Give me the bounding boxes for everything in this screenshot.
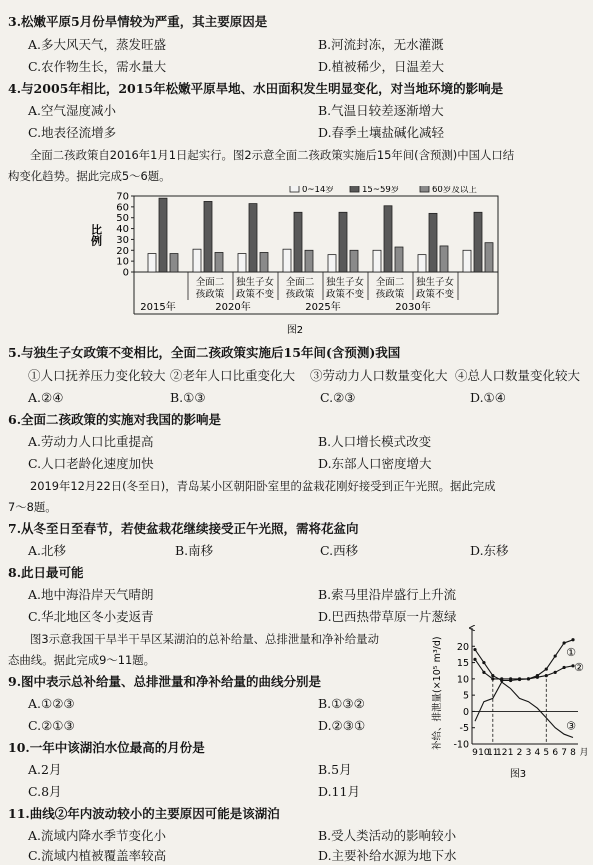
- fig3-curve-label: ②: [574, 661, 584, 675]
- q5-option-c[interactable]: C.②③: [320, 390, 356, 405]
- fig3-series-3: [475, 682, 573, 737]
- q4-option-b[interactable]: B.气温日较差逐渐增大: [318, 103, 444, 118]
- bar: [463, 250, 471, 272]
- fig3-point: [545, 674, 548, 677]
- group-label: 孩政策: [285, 289, 315, 300]
- bar: [283, 249, 291, 272]
- fig3-point: [473, 658, 476, 661]
- y-tick-label: 60: [116, 202, 129, 214]
- group-label: 政策不变: [415, 289, 455, 300]
- q10-stem: 10.一年中该湖泊水位最高的月份是: [8, 740, 205, 755]
- year-label: 2020年: [215, 302, 251, 313]
- lake-balance-chart: [428, 622, 590, 780]
- q4-stem: 4.与2005年相比，2015年松嫩平原旱地、水田面积发生明显变化，对当地环境的影响是: [8, 81, 504, 96]
- bar: [238, 254, 246, 272]
- legend-label: 0~14岁: [302, 186, 334, 195]
- q10-option-b[interactable]: B.5月: [318, 762, 352, 777]
- legend-swatch: [420, 186, 429, 192]
- year-label: 2030年: [395, 302, 431, 313]
- fig3-x-tick-label: 4: [534, 748, 541, 758]
- fig3-curve-label: ③: [566, 719, 576, 733]
- fig3-point: [518, 678, 521, 681]
- q11-option-c[interactable]: C.流域内植被覆盖率较高: [28, 848, 167, 863]
- fig3-point: [571, 638, 574, 641]
- q5-statement-1: ①人口抚养压力变化较大: [28, 368, 166, 383]
- fig3-point: [554, 671, 557, 674]
- fig3-point: [545, 667, 548, 670]
- fig3-x-tick-label: 7: [561, 748, 567, 758]
- legend-label: 60岁及以上: [432, 186, 477, 195]
- fig3-curve-label: ①: [566, 646, 576, 660]
- chart-ylabel: 比例: [90, 224, 103, 246]
- intro-7-8-line2: 7～8题。: [8, 500, 57, 514]
- q6-option-c[interactable]: C.人口老龄化速度加快: [28, 456, 154, 471]
- q8-stem: 8.此日最可能: [8, 565, 84, 580]
- fig3-point: [482, 671, 485, 674]
- fig3-y-tick-label: -10: [453, 739, 469, 751]
- q9-option-b[interactable]: B.①③②: [318, 696, 365, 711]
- legend-swatch: [290, 186, 299, 192]
- fig3-x-tick-label: 12: [496, 748, 508, 758]
- fig3-point: [473, 648, 476, 651]
- q3-option-d[interactable]: D.植被稀少，日温差大: [318, 59, 445, 74]
- q9-option-d[interactable]: D.②③①: [318, 718, 366, 733]
- intro-9-11-line1: 图3示意我国干旱半干旱区某湖泊的总补给量、总排泄量和净补给量动: [30, 632, 379, 646]
- fig3-x-tick-label: 8: [570, 748, 576, 758]
- bar: [294, 212, 302, 272]
- q7-option-c[interactable]: C.西移: [320, 543, 359, 558]
- bar: [215, 252, 223, 272]
- q4-option-d[interactable]: D.春季土壤盐碱化减轻: [318, 125, 445, 140]
- fig3-point: [500, 679, 503, 682]
- bar: [249, 204, 257, 272]
- q9-option-c[interactable]: C.②①③: [28, 718, 75, 733]
- q5-option-b[interactable]: B.①③: [170, 390, 206, 405]
- year-label: 2025年: [305, 302, 341, 313]
- fig3-point: [554, 654, 557, 657]
- fig3-x-tick-label: 月: [579, 748, 589, 758]
- q9-option-a[interactable]: A.①②③: [28, 696, 75, 711]
- q6-option-d[interactable]: D.东部人口密度增大: [318, 456, 432, 471]
- fig3-x-tick-label: 9: [472, 748, 478, 758]
- y-tick-label: 50: [116, 213, 129, 225]
- q11-option-b[interactable]: B.受人类活动的影响较小: [318, 828, 457, 843]
- fig3-series-2: [475, 650, 573, 681]
- fig3-x-tick-label: 3: [525, 748, 532, 758]
- q4-option-a[interactable]: A.空气湿度减小: [28, 103, 117, 118]
- bar: [305, 250, 313, 272]
- fig3-caption: 图3: [509, 769, 527, 780]
- q7-stem: 7.从冬至日至春节，若使盆栽花继续接受正午光照，需将花盆向: [8, 521, 359, 536]
- group-label: 独生子女: [235, 277, 275, 288]
- q9-stem: 9.图中表示总补给量、总排泄量和净补给量的曲线分别是: [8, 674, 322, 689]
- fig3-x-tick-label: 2: [516, 748, 523, 758]
- fig3-point: [536, 676, 539, 679]
- q10-option-a[interactable]: A.2月: [28, 762, 62, 777]
- bar: [440, 246, 448, 272]
- bar: [193, 249, 201, 272]
- q5-statement-2: ②老年人口比重变化大: [170, 368, 296, 383]
- fig3-x-tick-label: 6: [552, 748, 559, 758]
- bar: [373, 250, 381, 272]
- fig3-point: [482, 661, 485, 664]
- fig3-x-tick-label: 11: [487, 748, 499, 758]
- bar: [350, 250, 358, 272]
- intro-9-11-line2: 态曲线。据此完成9～11题。: [8, 653, 156, 667]
- group-label: 全面二: [285, 277, 315, 288]
- fig3-y-tick-label: -5: [459, 723, 469, 735]
- fig3-x-tick-label: 10: [478, 748, 490, 758]
- q5-statement-3: ③劳动力人口数量变化大: [310, 368, 448, 383]
- q10-option-d[interactable]: D.11月: [318, 784, 360, 799]
- q5-stem: 5.与独生子女政策不变相比，全面二孩政策实施后15年间(含预测)我国: [8, 345, 401, 360]
- q6-stem: 6.全面二孩政策的实施对我国的影响是: [8, 412, 222, 427]
- fig3-point: [509, 679, 512, 682]
- bar: [395, 247, 403, 272]
- y-tick-label: 10: [116, 256, 129, 268]
- population-structure-chart: [90, 186, 510, 338]
- fig3-series-1: [475, 640, 573, 679]
- group-label: 独生子女: [325, 277, 365, 288]
- bar: [148, 254, 156, 272]
- fig3-y-tick-label: 10: [456, 674, 469, 686]
- group-label: 孩政策: [195, 289, 225, 300]
- group-label: 政策不变: [235, 289, 275, 300]
- y-tick-label: 30: [116, 234, 129, 246]
- bar: [260, 252, 268, 272]
- q7-option-a[interactable]: A.北移: [28, 543, 67, 558]
- fig3-x-tick-label: 1: [507, 748, 514, 758]
- year-label: 2015年: [140, 302, 176, 313]
- group-label: 孩政策: [375, 289, 405, 300]
- fig3-point: [562, 666, 565, 669]
- q6-option-a[interactable]: A.劳动力人口比重提高: [28, 434, 154, 449]
- intro-5-6-line2: 构变化趋势。据此完成5～6题。: [8, 169, 171, 183]
- q11-stem: 11.曲线②年内波动较小的主要原因可能是该湖泊: [8, 806, 280, 821]
- q3-option-b[interactable]: B.河流封冻，无水灌溉: [318, 37, 444, 52]
- fig3-x-tick-label: 5: [543, 748, 550, 758]
- fig3-point: [491, 677, 494, 680]
- y-tick-label: 0: [122, 267, 129, 279]
- fig3-y-tick-label: 0: [462, 706, 469, 718]
- group-label: 全面二: [375, 277, 405, 288]
- q3-stem: 3.松嫩平原5月份旱情较为严重，其主要原因是: [8, 14, 268, 29]
- fig3-point: [491, 674, 494, 677]
- group-label: 政策不变: [325, 289, 365, 300]
- chart-caption: 图2: [286, 325, 304, 336]
- q8-option-a[interactable]: A.地中海沿岸天气晴朗: [28, 587, 154, 602]
- q5-statement-4: ④总人口数量变化较大: [455, 368, 581, 383]
- q7-option-d[interactable]: D.东移: [470, 543, 509, 558]
- fig3-point: [527, 677, 530, 680]
- intro-7-8-line1: 2019年12月22日(冬至日)，青岛某小区朝阳卧室里的盆栽花刚好接受到正午光照。据此完成: [30, 479, 496, 493]
- legend-label: 15~59岁: [362, 186, 400, 195]
- bar: [418, 255, 426, 272]
- bar: [429, 213, 437, 272]
- bar: [485, 243, 493, 272]
- q10-option-c[interactable]: C.8月: [28, 784, 62, 799]
- bar: [339, 212, 347, 272]
- q3-option-a[interactable]: A.多大风天气，蒸发旺盛: [28, 37, 167, 52]
- fig3-y-tick-label: 20: [456, 641, 469, 653]
- bar: [474, 212, 482, 272]
- q5-option-a[interactable]: A.②④: [28, 390, 64, 405]
- bar: [170, 254, 178, 272]
- bar: [384, 206, 392, 272]
- q8-option-d[interactable]: D.巴西热带草原一片葱绿: [318, 609, 457, 624]
- q5-option-d[interactable]: D.①④: [470, 390, 506, 405]
- y-tick-label: 70: [116, 191, 129, 203]
- y-tick-label: 20: [116, 245, 129, 257]
- bar: [328, 255, 336, 272]
- intro-5-6-line1: 全面二孩政策自2016年1月1日起实行。图2示意全面二孩政策实施后15年间(含预测)中国人口结: [30, 148, 515, 162]
- fig3-y-tick-label: 15: [456, 658, 469, 670]
- bar: [204, 201, 212, 272]
- fig3-point: [562, 641, 565, 644]
- q11-option-a[interactable]: A.流域内降水季节变化小: [28, 828, 167, 843]
- bar: [159, 198, 167, 272]
- q3-option-c[interactable]: C.农作物生长，需水量大: [28, 59, 167, 74]
- y-tick-label: 40: [116, 224, 129, 236]
- fig3-ylabel: 补给、排泄量(×10⁵ m³/d): [432, 636, 443, 750]
- q8-option-b[interactable]: B.索马里沿岸盛行上升流: [318, 587, 457, 602]
- group-label: 独生子女: [415, 277, 455, 288]
- q11-option-d[interactable]: D.主要补给水源为地下水: [318, 848, 457, 863]
- q7-option-b[interactable]: B.南移: [175, 543, 214, 558]
- q4-option-c[interactable]: C.地表径流增多: [28, 125, 117, 140]
- q6-option-b[interactable]: B.人口增长模式改变: [318, 434, 432, 449]
- group-label: 全面二: [195, 277, 225, 288]
- q8-option-c[interactable]: C.华北地区冬小麦返青: [28, 609, 154, 624]
- legend-swatch: [350, 186, 359, 192]
- fig3-y-tick-label: 5: [462, 690, 469, 702]
